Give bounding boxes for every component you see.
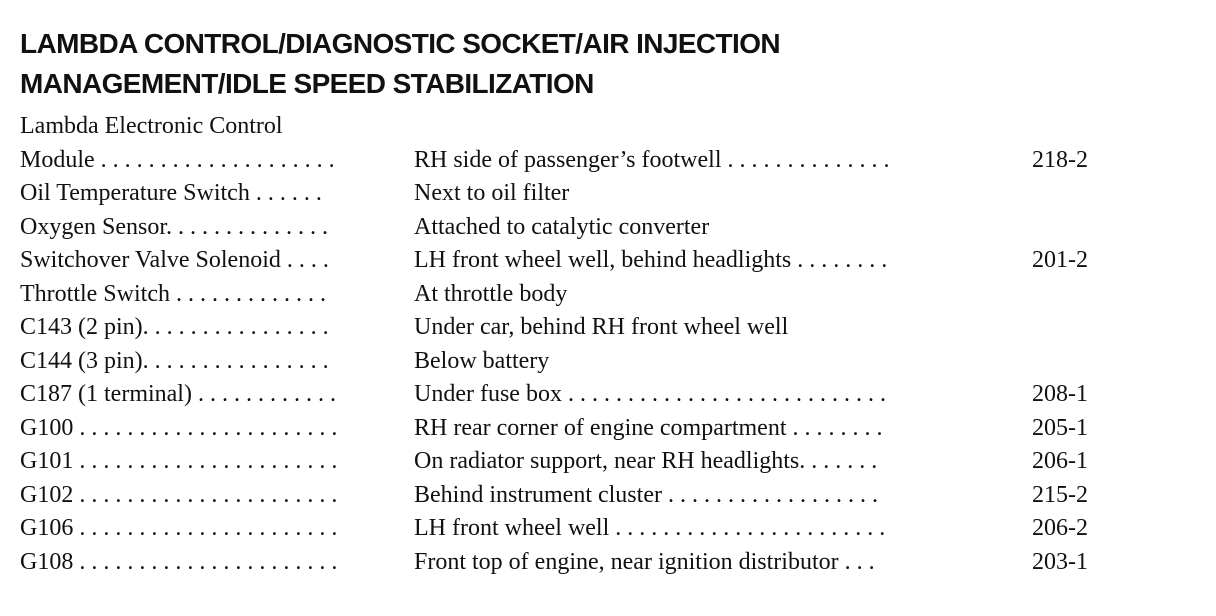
list-item	[0, 512, 1216, 546]
component-location: Under car, behind RH front wheel well	[414, 314, 789, 340]
component-name: Oil Temperature Switch . . . . . .	[20, 180, 322, 206]
list-item	[0, 278, 1216, 312]
list-item	[0, 244, 1216, 278]
component-name: G108 . . . . . . . . . . . . . . . . . . . . . .	[20, 548, 338, 575]
list-item	[0, 144, 1216, 178]
component-location: LH front wheel well . . . . . . . . . . . . . . . . . . . . . . .	[414, 515, 886, 541]
component-location: RH side of passenger’s footwell . . . . . . . . . . . . . .	[414, 146, 890, 173]
component-name: Oxygen Sensor. . . . . . . . . . . . . .	[20, 213, 328, 240]
page-reference: 208-1	[1032, 381, 1088, 407]
component-location: Behind instrument cluster . . . . . . . . . . . . . . . . . .	[414, 481, 878, 508]
list-item	[0, 546, 1216, 580]
component-name: G106 . . . . . . . . . . . . . . . . . . . . . .	[20, 515, 338, 541]
component-location: Under fuse box . . . . . . . . . . . . . . . . . . . . . . . . . . .	[414, 381, 886, 407]
section-title	[20, 24, 780, 104]
page-reference: 201-2	[1032, 247, 1088, 273]
list-item	[0, 177, 1216, 211]
component-name: Module . . . . . . . . . . . . . . . . . . . .	[20, 146, 335, 173]
component-name: Lambda Electronic Control	[20, 113, 283, 139]
component-name: Throttle Switch . . . . . . . . . . . . .	[20, 280, 326, 307]
component-name: G102 . . . . . . . . . . . . . . . . . . . . . .	[20, 481, 338, 508]
component-location: RH rear corner of engine compartment . . . . . . . .	[414, 414, 883, 441]
list-item	[0, 110, 1216, 144]
section-title-line: MANAGEMENT/IDLE SPEED STABILIZATION	[20, 68, 594, 99]
component-location: At throttle body	[414, 280, 568, 307]
list-item	[0, 378, 1216, 412]
list-item	[0, 479, 1216, 513]
page-reference: 218-2	[1032, 146, 1088, 173]
list-item	[0, 345, 1216, 379]
component-location-list	[0, 110, 1216, 579]
page-reference: 205-1	[1032, 414, 1088, 441]
list-item	[0, 311, 1216, 345]
component-name: C143 (2 pin). . . . . . . . . . . . . . . .	[20, 314, 329, 340]
component-location: Attached to catalytic converter	[414, 213, 710, 240]
component-name: C187 (1 terminal) . . . . . . . . . . . .	[20, 381, 336, 407]
list-item	[0, 412, 1216, 446]
component-name: G100 . . . . . . . . . . . . . . . . . . . . . .	[20, 414, 338, 441]
component-name: G101 . . . . . . . . . . . . . . . . . . . . . .	[20, 448, 338, 474]
component-location: Next to oil filter	[414, 180, 570, 206]
component-name: C144 (3 pin). . . . . . . . . . . . . . . .	[20, 347, 329, 374]
component-name: Switchover Valve Solenoid . . . .	[20, 247, 329, 273]
section-title-line: LAMBDA CONTROL/DIAGNOSTIC SOCKET/AIR INJECTION	[20, 28, 781, 59]
component-location: LH front wheel well, behind headlights . . . . . . . .	[414, 247, 888, 273]
list-item	[0, 211, 1216, 245]
page-reference: 206-1	[1032, 448, 1088, 474]
page-reference: 206-2	[1032, 515, 1088, 541]
component-location: On radiator support, near RH headlights. . . . . . .	[414, 448, 878, 474]
component-location: Front top of engine, near ignition distributor . . .	[414, 548, 875, 575]
page-reference: 215-2	[1032, 481, 1088, 508]
list-item	[0, 445, 1216, 479]
page-reference: 203-1	[1032, 548, 1088, 575]
component-location: Below battery	[414, 347, 550, 374]
